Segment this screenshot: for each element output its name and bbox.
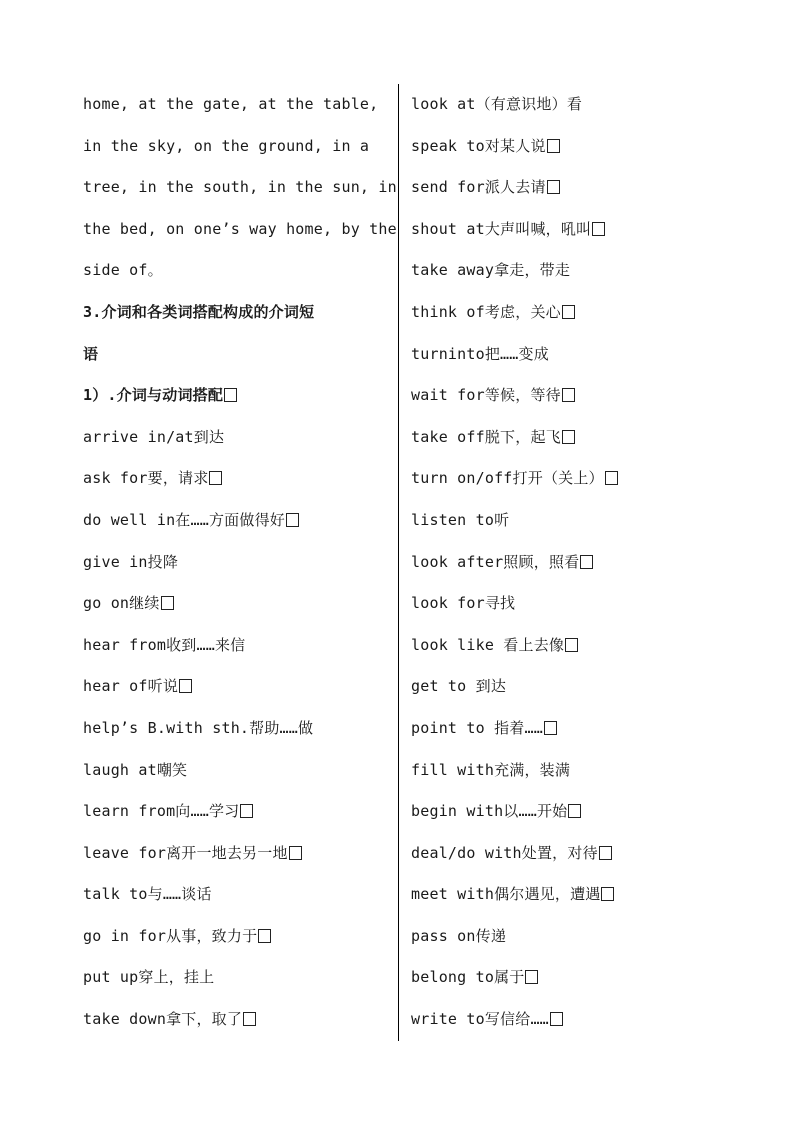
line-text: belong to属于: [411, 968, 525, 987]
text-line: [83, 417, 401, 459]
placeholder-box-icon: [286, 513, 299, 527]
line-text: turn on/off打开（关上）: [411, 469, 604, 488]
placeholder-box-icon: [562, 388, 575, 402]
text-line: [83, 874, 401, 916]
line-text: hear from收到……来信: [83, 635, 246, 654]
right-column: [411, 84, 711, 1041]
placeholder-box-icon: [601, 887, 614, 901]
placeholder-box-icon: [547, 180, 560, 194]
line-text: do well in在……方面做得好: [83, 510, 285, 529]
line-text: look at（有意识地）看: [411, 95, 583, 113]
placeholder-box-icon: [179, 679, 192, 693]
placeholder-box-icon: [592, 222, 605, 236]
text-line: [411, 209, 711, 251]
text-line: [83, 250, 401, 292]
text-line: [83, 84, 401, 126]
placeholder-box-icon: [240, 804, 253, 818]
placeholder-box-icon: [547, 139, 560, 153]
line-text: home, at the gate, at the table,: [83, 95, 379, 113]
line-text: leave for离开一地去另一地: [83, 843, 288, 862]
line-text: ask for要，请求: [83, 469, 209, 488]
placeholder-box-icon: [565, 638, 578, 652]
line-text: meet with偶尔遇见，遭遇: [411, 885, 601, 904]
line-text: side of。: [83, 261, 163, 280]
placeholder-box-icon: [525, 970, 538, 984]
placeholder-box-icon: [258, 929, 271, 943]
line-text: begin with以……开始: [411, 802, 568, 821]
line-text: turninto把……变成: [411, 344, 549, 363]
line-text: learn from向……学习: [83, 802, 240, 821]
placeholder-box-icon: [599, 846, 612, 860]
line-text: 1）.介词与动词搭配: [83, 386, 224, 405]
text-line: [83, 750, 401, 792]
line-text: wait for等候，等待: [411, 386, 561, 405]
text-line: [83, 375, 401, 417]
text-line: [411, 417, 711, 459]
placeholder-box-icon: [289, 846, 302, 860]
text-line: [411, 458, 711, 500]
text-line: [411, 999, 711, 1041]
line-text: fill with充满，装满: [411, 760, 571, 779]
text-line: [411, 874, 711, 916]
line-text: take off脱下，起飞: [411, 427, 561, 446]
line-text: speak to对某人说: [411, 136, 546, 155]
line-text: listen to听: [411, 510, 510, 529]
text-line: [83, 625, 401, 667]
line-text: look after照顾，照看: [411, 552, 580, 571]
text-line: [83, 916, 401, 958]
line-text: give in投降: [83, 552, 179, 571]
text-line: [83, 833, 401, 875]
line-text: arrive in/at到达: [83, 427, 225, 446]
line-text: send for派人去请: [411, 178, 546, 197]
placeholder-box-icon: [544, 721, 557, 735]
line-text: point to 指着……: [411, 718, 543, 737]
line-text: in the sky, on the ground, in a: [83, 136, 370, 155]
placeholder-box-icon: [605, 471, 618, 485]
line-text: go in for从事，致力于: [83, 926, 258, 945]
line-text: take down拿下，取了: [83, 1010, 243, 1029]
line-text: tree, in the south, in the sun, in: [83, 178, 397, 197]
text-line: [83, 334, 401, 376]
line-text: shout at大声叫喊，吼叫: [411, 219, 592, 238]
column-divider: [398, 84, 399, 1041]
text-line: [83, 542, 401, 584]
placeholder-box-icon: [550, 1012, 563, 1026]
text-line: [83, 167, 401, 209]
text-line: [411, 542, 711, 584]
placeholder-box-icon: [562, 430, 575, 444]
text-line: [83, 292, 401, 334]
line-text: think of考虑，关心: [411, 302, 561, 321]
placeholder-box-icon: [568, 804, 581, 818]
line-text: get to 到达: [411, 677, 507, 696]
text-line: [411, 583, 711, 625]
line-text: look like 看上去像: [411, 635, 565, 654]
line-text: the bed, on one’s way home, by the: [83, 219, 397, 238]
line-text: help’s B.with sth.帮助……做: [83, 718, 314, 737]
placeholder-box-icon: [243, 1012, 256, 1026]
text-line: [83, 708, 401, 750]
text-line: [411, 791, 711, 833]
text-line: [411, 500, 711, 542]
text-line: [83, 126, 401, 168]
text-line: [83, 957, 401, 999]
text-line: [411, 167, 711, 209]
text-line: [411, 708, 711, 750]
text-line: [411, 750, 711, 792]
text-line: [83, 458, 401, 500]
line-text: 3.介词和各类词搭配构成的介词短: [83, 302, 315, 321]
text-line: [83, 999, 401, 1041]
left-column: [83, 84, 401, 1041]
line-text: write to写信给……: [411, 1010, 549, 1029]
text-line: [411, 250, 711, 292]
text-line: [83, 791, 401, 833]
text-line: [411, 84, 711, 126]
line-text: take away拿走，带走: [411, 261, 571, 280]
text-line: [411, 916, 711, 958]
text-line: [83, 583, 401, 625]
line-text: hear of听说: [83, 677, 179, 696]
line-text: look for寻找: [411, 594, 516, 613]
line-text: 语: [83, 344, 99, 363]
text-line: [411, 375, 711, 417]
text-line: [83, 209, 401, 251]
text-line: [411, 334, 711, 376]
placeholder-box-icon: [224, 388, 237, 402]
text-line: [411, 666, 711, 708]
placeholder-box-icon: [580, 555, 593, 569]
line-text: laugh at嘲笑: [83, 760, 188, 779]
text-line: [83, 666, 401, 708]
text-line: [411, 126, 711, 168]
placeholder-box-icon: [209, 471, 222, 485]
text-line: [411, 292, 711, 334]
line-text: deal/do with处置，对待: [411, 843, 598, 862]
line-text: put up穿上，挂上: [83, 968, 215, 987]
line-text: talk to与……谈话: [83, 885, 212, 904]
text-line: [411, 957, 711, 999]
placeholder-box-icon: [161, 596, 174, 610]
line-text: go on继续: [83, 594, 160, 613]
text-line: [411, 625, 711, 667]
text-line: [83, 500, 401, 542]
line-text: pass on传递: [411, 926, 507, 945]
placeholder-box-icon: [562, 305, 575, 319]
text-line: [411, 833, 711, 875]
